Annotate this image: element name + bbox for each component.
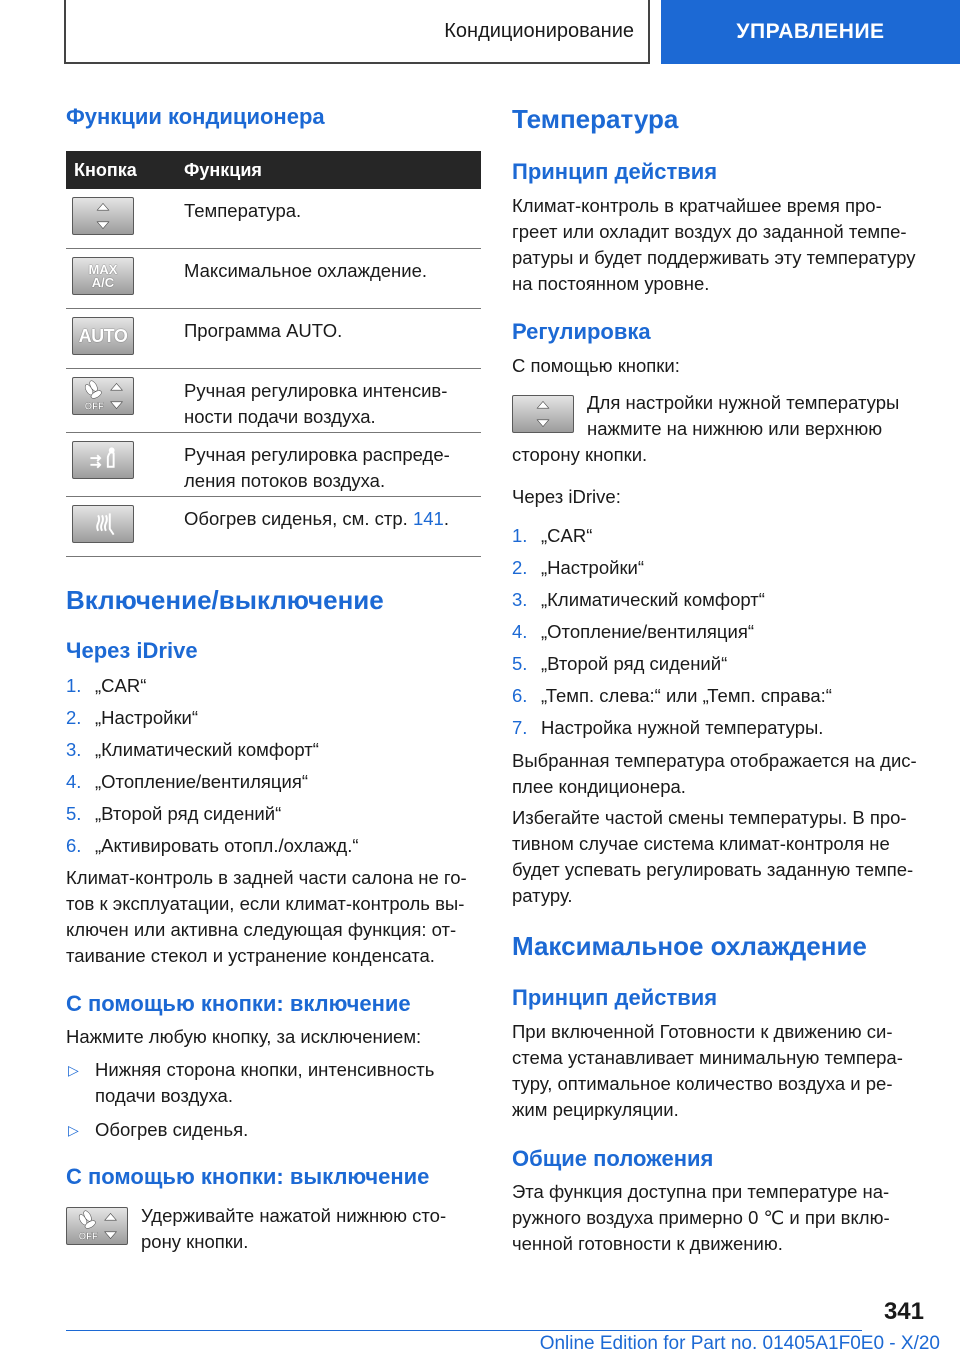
step-text: „CAR“ [541, 525, 593, 546]
temperature-title: Температура [512, 104, 679, 134]
step-number: 3. [66, 739, 82, 760]
off-text: Удерживайте нажатой нижнюю сто-рону кнопки. [141, 1205, 447, 1252]
step-text: „Второй ряд сидений“ [95, 803, 282, 824]
seat-heating-button-icon [72, 505, 134, 543]
step-text: „Отопление/вентиляция“ [95, 771, 309, 792]
step-text: „Темп. слева:“ или „Темп. справа:“ [541, 685, 832, 706]
temperature-rocker-button-icon [512, 395, 574, 433]
fan-off-rocker-button-icon [72, 377, 134, 415]
step-number: 6. [512, 685, 528, 706]
list-item [66, 801, 481, 833]
step-text: „Климатический комфорт“ [541, 589, 765, 610]
principle-title: Принцип действия [512, 159, 718, 184]
list-item [512, 523, 927, 555]
functions-table [66, 151, 481, 557]
bullet-text: Нижняя сторона кнопки, интенсивность подачи воздуха. [95, 1059, 435, 1106]
max-principle-title: Принцип действия [512, 985, 718, 1010]
table-row [66, 309, 481, 369]
max-ac-label: MAX A/C [88, 262, 118, 290]
step-number: 5. [66, 803, 82, 824]
temperature-rocker-button-icon [72, 197, 134, 235]
step-number: 7. [512, 717, 528, 738]
step-text: „Настройки“ [95, 707, 199, 728]
step-text: „Активировать отопл./охлажд.“ [95, 835, 359, 856]
seat-heating-text: Обогрев сиденья, см. стр. [184, 508, 408, 529]
table-header [66, 151, 481, 189]
row-distribution-text: Ручная регулировка распреде-ления потоков воздуха. [184, 444, 450, 491]
header-chapter-title: УПРАВЛЕНИЕ [736, 20, 885, 43]
idrive-paragraph: Климат-контроль в задней части салона не го-тов к эксплуатации, если климат-контроль вы-ключен или активна следующая функция: от-таивание стекол и устранение конденсата. [66, 867, 467, 966]
list-item [512, 587, 927, 619]
adjust-button-text: Для настройки нужной температуры нажмите на нижнюю или верхнюю [587, 392, 900, 439]
row-temperature-text: Температура. [184, 200, 302, 221]
max-ac-button-icon [72, 257, 134, 295]
off-title: С помощью кнопки: выключение [66, 1164, 430, 1189]
row-seat-heating-text [184, 497, 481, 556]
list-item [66, 1057, 481, 1109]
footer-edition[interactable]: Online Edition for Part no. 01405A1F0E0 - X/20 [539, 1333, 940, 1354]
max-cooling-title: Максимальное охлаждение [512, 931, 867, 961]
step-text: „Климатический комфорт“ [95, 739, 319, 760]
list-item [66, 833, 481, 865]
auto-button-icon [72, 317, 134, 355]
list-item [512, 651, 927, 683]
idrive-title: Через iDrive [66, 638, 198, 663]
idrive-intro: Через iDrive: [512, 486, 621, 507]
air-distribution-button-icon [72, 441, 134, 479]
list-item [66, 1117, 481, 1143]
functions-title: Функции кондиционера [66, 104, 325, 129]
row-fan-text: Ручная регулировка интенсив-ности подачи воздуха. [184, 380, 448, 427]
svg-text:OFF: OFF [78, 1231, 98, 1243]
step-number: 4. [66, 771, 82, 792]
principle-text: Климат-контроль в кратчайшее время про-греет или охладит воздух до заданной темпе-ратуры и будет поддерживать эту температуру на постоянном уровне. [512, 195, 916, 294]
general-title: Общие положения [512, 1146, 714, 1171]
step-number: 2. [512, 557, 528, 578]
display-paragraph: Выбранная температура отображается на дис-плее кондиционера. [512, 750, 917, 797]
adjust-title: Регулировка [512, 319, 651, 344]
list-item [66, 737, 481, 769]
step-number: 6. [66, 835, 82, 856]
row-auto-text: Программа AUTO. [184, 320, 343, 341]
seat-heating-suffix: . [443, 508, 449, 529]
table-row [66, 369, 481, 433]
idrive-steps-left [66, 673, 481, 865]
table-row [66, 497, 481, 557]
triangle-bullet-icon: ▷ [68, 1122, 79, 1138]
onoff-title: Включение/выключение [66, 585, 384, 615]
max-principle-text: При включенной Готовности к движению си-стема устанавливает минимальную темпера-туру, оптимальное количество воздуха и ре-жим рециркуляции. [512, 1021, 903, 1120]
table-row [66, 433, 481, 497]
svg-text:OFF: OFF [84, 401, 104, 413]
list-item [512, 683, 927, 715]
list-item [512, 555, 927, 587]
row-max-cooling-text: Максимальное охлаждение. [184, 260, 428, 281]
header-chapter[interactable] [661, 0, 960, 64]
step-number: 1. [512, 525, 528, 546]
step-text: „Настройки“ [541, 557, 645, 578]
step-text: Настройка нужной температуры. [541, 717, 824, 738]
page-ref-link[interactable]: 141 [412, 508, 444, 529]
table-row [66, 189, 481, 249]
step-text: „Второй ряд сидений“ [541, 653, 728, 674]
step-number: 4. [512, 621, 528, 642]
footer-divider [66, 1330, 862, 1331]
general-text: Эта функция доступна при температуре на-ружного воздуха примерно 0 ℃ и при вклю-ченной готовности к движению. [512, 1181, 890, 1254]
adjust-intro: С помощью кнопки: [512, 355, 680, 376]
auto-label: AUTO [78, 325, 128, 346]
adjust-button-text-cont: сторону кнопки. [512, 444, 648, 465]
table-row [66, 249, 481, 309]
idrive-steps-right [512, 523, 927, 747]
step-number: 5. [512, 653, 528, 674]
list-item [512, 715, 927, 747]
list-item [66, 673, 481, 705]
triangle-bullet-icon: ▷ [68, 1062, 79, 1078]
header-section [64, 0, 650, 64]
on-bullets [66, 1057, 481, 1143]
list-item [512, 619, 927, 651]
list-item [66, 705, 481, 737]
step-number: 2. [66, 707, 82, 728]
page-number: 341 [883, 1298, 924, 1325]
step-number: 1. [66, 675, 82, 696]
avoid-paragraph: Избегайте частой смены температуры. В про-тивном случае система климат-контроля не будет успевать регулировать заданную темпе-ратуру. [512, 807, 914, 906]
on-intro: Нажмите любую кнопку, за исключением: [66, 1026, 422, 1047]
step-text: „Отопление/вентиляция“ [541, 621, 755, 642]
step-text: „CAR“ [95, 675, 147, 696]
col-function-header: Функция [184, 159, 262, 180]
list-item [66, 769, 481, 801]
step-number: 3. [512, 589, 528, 610]
fan-off-rocker-button-icon [66, 1207, 128, 1245]
on-title: С помощью кнопки: включение [66, 991, 411, 1016]
col-button-header: Кнопка [74, 159, 137, 180]
header-section-title: Кондиционирование [444, 19, 634, 42]
bullet-text: Обогрев сиденья. [95, 1119, 249, 1140]
